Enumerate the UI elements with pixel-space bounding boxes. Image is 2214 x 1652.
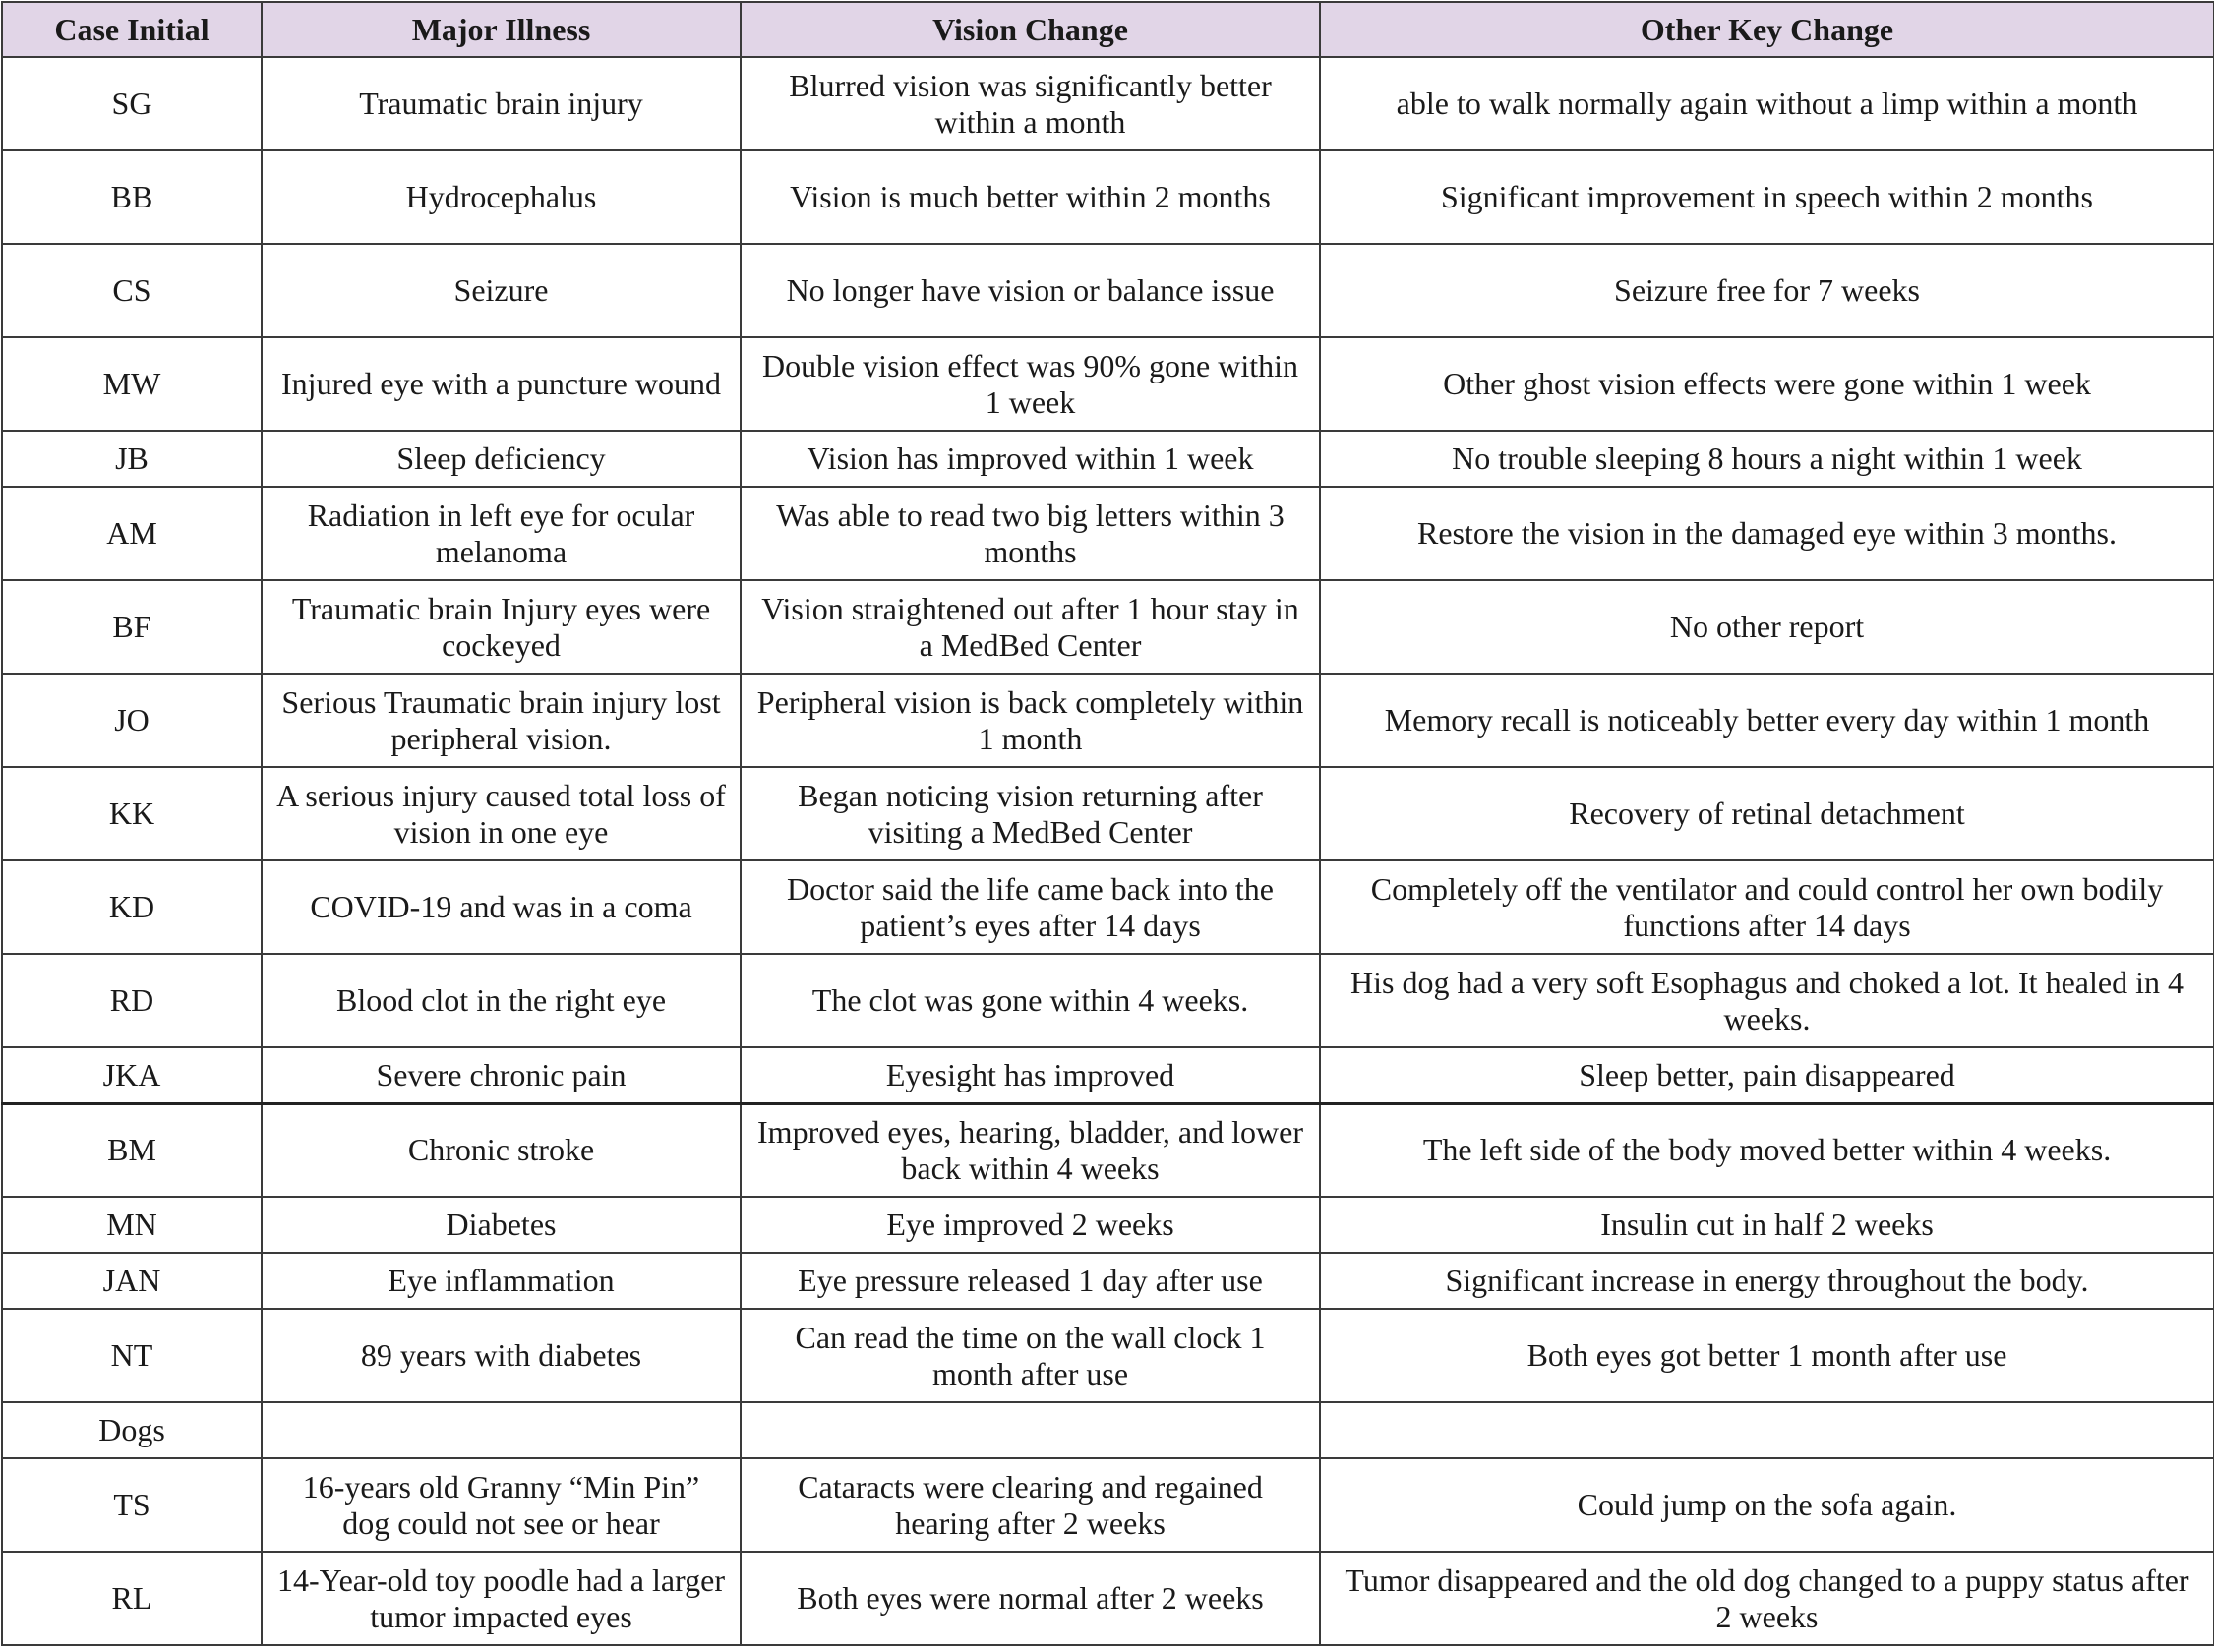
other-key-change-cell: Insulin cut in half 2 weeks bbox=[1320, 1197, 2214, 1253]
table-row bbox=[2, 1197, 2214, 1253]
other-key-change-cell: Recovery of retinal detachment bbox=[1320, 767, 2214, 860]
major-illness-cell: Seizure bbox=[262, 244, 741, 337]
table-row bbox=[2, 1402, 2214, 1458]
case-initial-cell: NT bbox=[2, 1309, 262, 1402]
table-row bbox=[2, 1103, 2214, 1197]
major-illness-cell: 89 years with diabetes bbox=[262, 1309, 741, 1402]
table-row bbox=[2, 580, 2214, 674]
table-row bbox=[2, 487, 2214, 580]
table-body bbox=[2, 57, 2214, 1645]
case-initial-cell: JO bbox=[2, 674, 262, 767]
table-row bbox=[2, 1458, 2214, 1552]
vision-change-cell: Doctor said the life came back into the patient’s eyes after 14 days bbox=[741, 860, 1320, 954]
case-initial-cell: TS bbox=[2, 1458, 262, 1552]
case-initial-cell: MN bbox=[2, 1197, 262, 1253]
header-vision-change: Vision Change bbox=[741, 2, 1320, 57]
vision-change-cell: Was able to read two big letters within 3 months bbox=[741, 487, 1320, 580]
header-case-initial: Case Initial bbox=[2, 2, 262, 57]
major-illness-cell bbox=[262, 1402, 741, 1458]
other-key-change-cell bbox=[1320, 1402, 2214, 1458]
case-initial-cell: CS bbox=[2, 244, 262, 337]
major-illness-cell: Radiation in left eye for ocular melanoma bbox=[262, 487, 741, 580]
case-initial-cell: BB bbox=[2, 150, 262, 244]
major-illness-cell: Diabetes bbox=[262, 1197, 741, 1253]
vision-change-cell: Blurred vision was significantly better within a month bbox=[741, 57, 1320, 150]
case-initial-cell: KD bbox=[2, 860, 262, 954]
table-row bbox=[2, 1047, 2214, 1103]
major-illness-cell: 14-Year-old toy poodle had a larger tumor impacted eyes bbox=[262, 1552, 741, 1645]
major-illness-cell: Severe chronic pain bbox=[262, 1047, 741, 1103]
case-initial-cell: BF bbox=[2, 580, 262, 674]
major-illness-cell: Traumatic brain Injury eyes were cockeyed bbox=[262, 580, 741, 674]
table-row bbox=[2, 244, 2214, 337]
other-key-change-cell: Restore the vision in the damaged eye within 3 months. bbox=[1320, 487, 2214, 580]
vision-change-cell: Improved eyes, hearing, bladder, and lower back within 4 weeks bbox=[741, 1103, 1320, 1197]
major-illness-cell: Hydrocephalus bbox=[262, 150, 741, 244]
case-initial-cell: AM bbox=[2, 487, 262, 580]
other-key-change-cell: Other ghost vision effects were gone within 1 week bbox=[1320, 337, 2214, 431]
vision-change-cell: Both eyes were normal after 2 weeks bbox=[741, 1552, 1320, 1645]
vision-change-cell: Double vision effect was 90% gone within 1 week bbox=[741, 337, 1320, 431]
case-initial-cell: MW bbox=[2, 337, 262, 431]
case-initial-cell: Dogs bbox=[2, 1402, 262, 1458]
other-key-change-cell: Significant increase in energy throughout the body. bbox=[1320, 1253, 2214, 1309]
vision-change-cell: No longer have vision or balance issue bbox=[741, 244, 1320, 337]
case-initial-cell: RL bbox=[2, 1552, 262, 1645]
other-key-change-cell: Both eyes got better 1 month after use bbox=[1320, 1309, 2214, 1402]
other-key-change-cell: Sleep better, pain disappeared bbox=[1320, 1047, 2214, 1103]
vision-change-cell: Cataracts were clearing and regained hearing after 2 weeks bbox=[741, 1458, 1320, 1552]
major-illness-cell: Sleep deficiency bbox=[262, 431, 741, 487]
other-key-change-cell: No other report bbox=[1320, 580, 2214, 674]
table-row bbox=[2, 1253, 2214, 1309]
case-initial-cell: RD bbox=[2, 954, 262, 1047]
major-illness-cell: Traumatic brain injury bbox=[262, 57, 741, 150]
case-initial-cell: JKA bbox=[2, 1047, 262, 1103]
vision-change-cell: Eye improved 2 weeks bbox=[741, 1197, 1320, 1253]
table-row bbox=[2, 954, 2214, 1047]
header-major-illness: Major Illness bbox=[262, 2, 741, 57]
other-key-change-cell: His dog had a very soft Esophagus and choked a lot. It healed in 4 weeks. bbox=[1320, 954, 2214, 1047]
vision-change-cell: Eye pressure released 1 day after use bbox=[741, 1253, 1320, 1309]
table-row bbox=[2, 57, 2214, 150]
table-row bbox=[2, 431, 2214, 487]
vision-change-cell: Vision is much better within 2 months bbox=[741, 150, 1320, 244]
major-illness-cell: A serious injury caused total loss of vision in one eye bbox=[262, 767, 741, 860]
vision-change-cell: Peripheral vision is back completely within 1 month bbox=[741, 674, 1320, 767]
case-initial-cell: JAN bbox=[2, 1253, 262, 1309]
header-other-key-change: Other Key Change bbox=[1320, 2, 2214, 57]
major-illness-cell: Eye inflammation bbox=[262, 1253, 741, 1309]
vision-change-cell: Began noticing vision returning after visiting a MedBed Center bbox=[741, 767, 1320, 860]
other-key-change-cell: Seizure free for 7 weeks bbox=[1320, 244, 2214, 337]
vision-change-cell: The clot was gone within 4 weeks. bbox=[741, 954, 1320, 1047]
major-illness-cell: 16-years old Granny “Min Pin” dog could not see or hear bbox=[262, 1458, 741, 1552]
vision-change-cell: Eyesight has improved bbox=[741, 1047, 1320, 1103]
case-initial-cell: KK bbox=[2, 767, 262, 860]
major-illness-cell: Injured eye with a puncture wound bbox=[262, 337, 741, 431]
table-row bbox=[2, 1552, 2214, 1645]
major-illness-cell: Blood clot in the right eye bbox=[262, 954, 741, 1047]
table-row bbox=[2, 1309, 2214, 1402]
case-initial-cell: BM bbox=[2, 1103, 262, 1197]
other-key-change-cell: Tumor disappeared and the old dog changed to a puppy status after 2 weeks bbox=[1320, 1552, 2214, 1645]
header-row bbox=[2, 2, 2214, 57]
vision-change-cell: Can read the time on the wall clock 1 month after use bbox=[741, 1309, 1320, 1402]
other-key-change-cell: Could jump on the sofa again. bbox=[1320, 1458, 2214, 1552]
other-key-change-cell: Completely off the ventilator and could control her own bodily functions after 14 days bbox=[1320, 860, 2214, 954]
major-illness-cell: Chronic stroke bbox=[262, 1103, 741, 1197]
other-key-change-cell: No trouble sleeping 8 hours a night within 1 week bbox=[1320, 431, 2214, 487]
table-row bbox=[2, 337, 2214, 431]
major-illness-cell: Serious Traumatic brain injury lost peripheral vision. bbox=[262, 674, 741, 767]
other-key-change-cell: able to walk normally again without a limp within a month bbox=[1320, 57, 2214, 150]
other-key-change-cell: The left side of the body moved better within 4 weeks. bbox=[1320, 1103, 2214, 1197]
other-key-change-cell: Memory recall is noticeably better every day within 1 month bbox=[1320, 674, 2214, 767]
table-row bbox=[2, 860, 2214, 954]
table-row bbox=[2, 674, 2214, 767]
medbed-case-table bbox=[1, 1, 2214, 1646]
vision-change-cell: Vision straightened out after 1 hour stay in a MedBed Center bbox=[741, 580, 1320, 674]
other-key-change-cell: Significant improvement in speech within 2 months bbox=[1320, 150, 2214, 244]
case-initial-cell: JB bbox=[2, 431, 262, 487]
case-initial-cell: SG bbox=[2, 57, 262, 150]
table-row bbox=[2, 150, 2214, 244]
table-header bbox=[2, 2, 2214, 57]
vision-change-cell bbox=[741, 1402, 1320, 1458]
major-illness-cell: COVID-19 and was in a coma bbox=[262, 860, 741, 954]
vision-change-cell: Vision has improved within 1 week bbox=[741, 431, 1320, 487]
table-row bbox=[2, 767, 2214, 860]
